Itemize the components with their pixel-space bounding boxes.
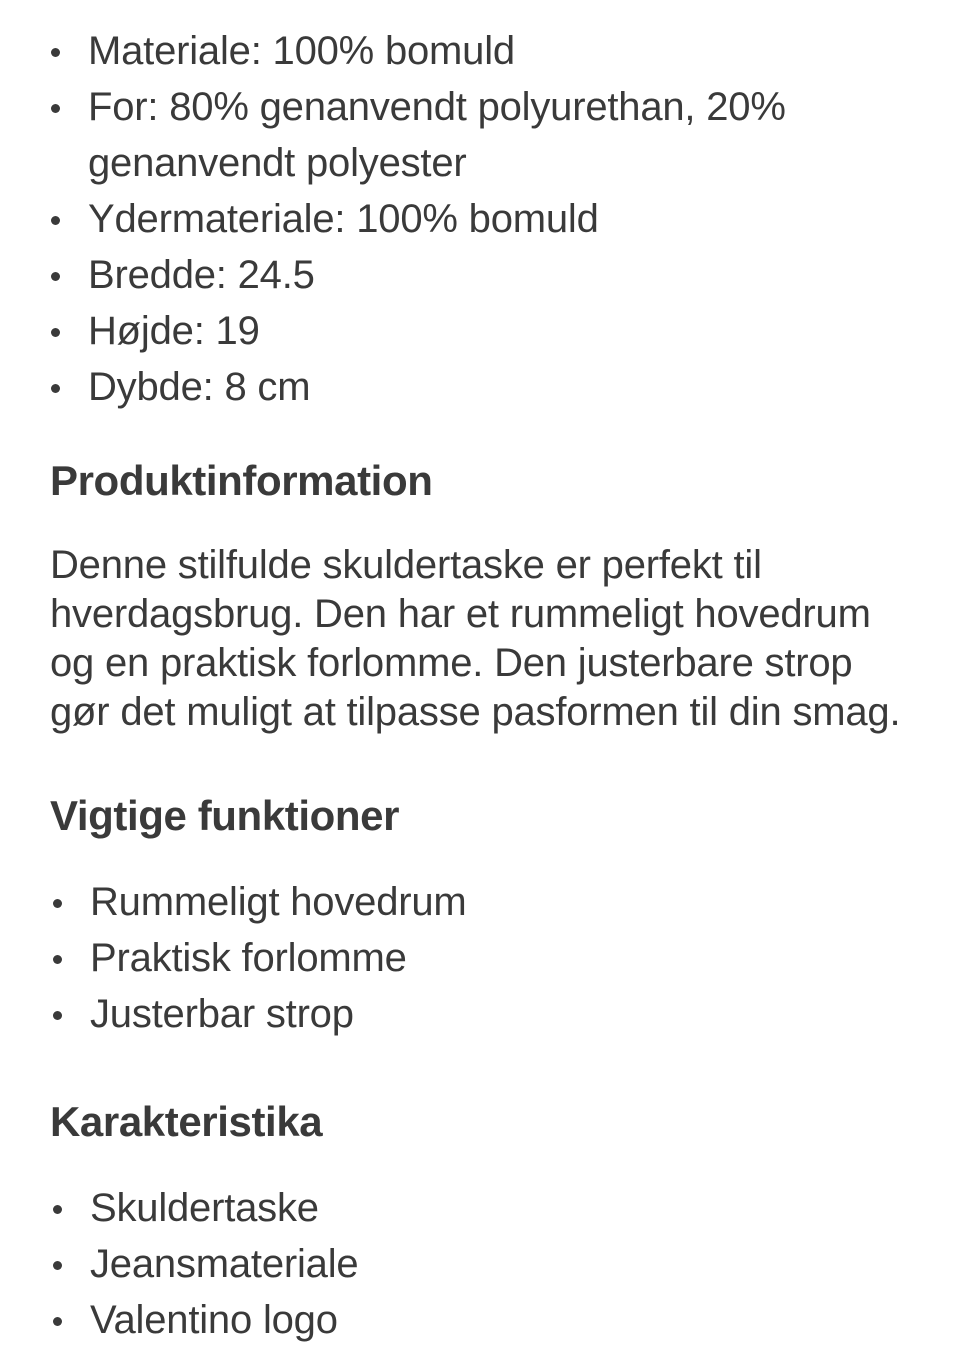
list-item — [50, 874, 920, 930]
list-item — [50, 1292, 920, 1348]
product-information-body: Denne stilfulde skuldertaske er perfekt til hverdagsbrug. Den har et rummeligt hovedrum og en praktisk forlomme. Den justerbare strop gør det muligt at tilpasse pasformen til din smag. — [50, 543, 901, 734]
spec-item-label: Materiale: 100% bomuld — [88, 29, 515, 73]
spec-item-label: Højde: 19 — [88, 309, 260, 353]
characteristic-label: Skuldertaske — [90, 1186, 319, 1230]
spec-item-label: Dybde: 8 cm — [88, 365, 311, 409]
characteristic-label: Jeansmateriale — [90, 1242, 359, 1286]
key-features-list — [50, 842, 920, 1042]
section-heading-key-features: Vigtige funktioner — [50, 792, 400, 839]
spec-item-label: For: 80% genanvendt polyurethan, 20% genanvendt polyester — [88, 85, 786, 185]
spec-item-label: Bredde: 24.5 — [88, 253, 315, 297]
list-item — [50, 303, 920, 359]
characteristic-label: Valentino logo — [90, 1298, 338, 1342]
section-heading-product-information: Produktinformation — [50, 457, 433, 504]
section-characteristics — [50, 1042, 920, 1348]
list-item — [50, 79, 920, 191]
spec-item-label: Ydermateriale: 100% bomuld — [88, 197, 599, 241]
characteristics-list — [50, 1148, 920, 1348]
list-item — [50, 1236, 920, 1292]
list-item — [50, 986, 920, 1042]
list-item — [50, 930, 920, 986]
specification-list — [50, 0, 920, 415]
list-item — [50, 1180, 920, 1236]
section-heading-characteristics: Karakteristika — [50, 1098, 323, 1145]
key-feature-label: Praktisk forlomme — [90, 936, 407, 980]
section-key-features — [50, 737, 920, 1042]
list-item — [50, 191, 920, 247]
key-feature-label: Rummeligt hovedrum — [90, 880, 467, 924]
key-feature-label: Justerbar strop — [90, 992, 354, 1036]
section-product-information — [50, 415, 920, 737]
list-item — [50, 247, 920, 303]
list-item — [50, 23, 920, 79]
list-item — [50, 359, 920, 415]
